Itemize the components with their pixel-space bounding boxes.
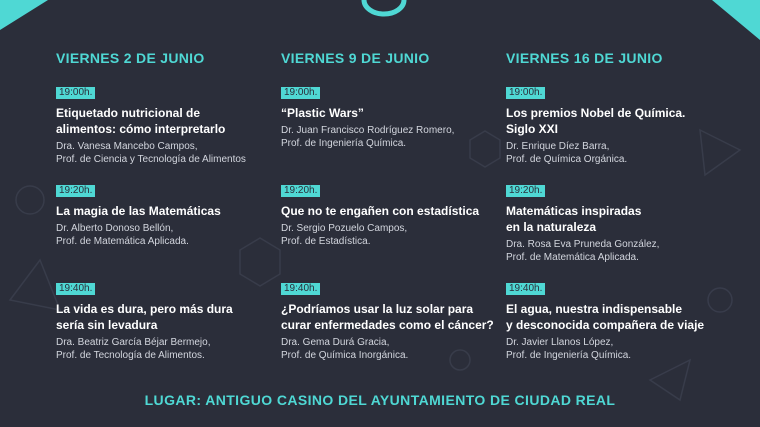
talk-item [506,180,734,264]
time-badge: 19:20h. [56,185,95,197]
talk-speaker: Dr. Sergio Pozuelo Campos, [281,223,408,234]
time-badge: 19:00h. [506,87,545,99]
day-column-3 [506,50,726,361]
talk-title: Los premios Nobel de Química. Siglo XXI [506,106,686,136]
talk-item [56,82,284,166]
talk-item [56,278,284,362]
talk-department: Prof. de Ingeniería Química. [506,350,632,361]
time-badge: 19:00h. [56,87,95,99]
time-badge: 19:20h. [506,185,545,197]
talk-department: Prof. de Matemática Aplicada. [56,236,189,247]
talk-title: La vida es dura, pero más dura sería sin levadura [56,302,233,332]
time-badge: 19:40h. [506,283,545,295]
talk-item [506,82,734,166]
talk-title: ¿Podríamos usar la luz solar para curar enfermedades como el cáncer? [281,302,494,332]
talk-department: Prof. de Matemática Aplicada. [506,252,639,263]
talk-speaker: Dr. Javier Llanos López, [506,337,614,348]
talk-speaker: Dra. Vanesa Mancebo Campos, [56,141,198,152]
talk-speaker: Dra. Rosa Eva Pruneda González, [506,239,660,250]
talk-item [281,180,509,248]
talk-item [506,278,734,362]
talk-speaker: Dr. Juan Francisco Rodríguez Romero, [281,125,455,136]
circle-top-center-icon [364,0,404,14]
talk-department: Prof. de Estadística. [281,236,371,247]
talk-item [281,278,509,362]
day-column-2 [281,50,501,361]
talk-item [281,82,509,150]
talk-department: Prof. de Tecnología de Alimentos. [56,350,205,361]
talk-title: El agua, nuestra indispensable y desconocida compañera de viaje [506,302,705,332]
day-heading: VIERNES 16 DE JUNIO [506,50,663,66]
talk-department: Prof. de Ciencia y Tecnología de Alimentos [56,154,246,165]
talk-department: Prof. de Química Inorgánica. [281,350,409,361]
talk-department: Prof. de Ingeniería Química. [281,138,407,149]
talk-title: Etiquetado nutricional de alimentos: cómo interpretarlo [56,106,226,136]
time-badge: 19:40h. [56,283,95,295]
talk-title: Que no te engañen con estadística [281,204,480,218]
talk-department: Prof. de Química Orgánica. [506,154,628,165]
talk-title: “Plastic Wars” [281,106,364,120]
corner-shape-top-left-icon [0,0,48,30]
talk-speaker: Dra. Beatriz García Béjar Bermejo, [56,337,211,348]
talk-item [56,180,284,248]
talk-speaker: Dr. Alberto Donoso Bellón, [56,223,174,234]
time-badge: 19:20h. [281,185,320,197]
day-heading: VIERNES 2 DE JUNIO [56,50,205,66]
talk-title: La magia de las Matemáticas [56,204,221,218]
time-badge: 19:00h. [281,87,320,99]
talk-title: Matemáticas inspiradas en la naturaleza [506,204,642,234]
talk-speaker: Dr. Enrique Díez Barra, [506,141,610,152]
day-column-1 [56,50,276,361]
venue-footer: LUGAR: ANTIGUO CASINO DEL AYUNTAMIENTO DE CIUDAD REAL [144,392,616,408]
day-heading: VIERNES 9 DE JUNIO [281,50,430,66]
corner-shape-top-right-icon [712,0,760,40]
talk-speaker: Dra. Gema Durá Gracia, [281,337,390,348]
time-badge: 19:40h. [281,283,320,295]
